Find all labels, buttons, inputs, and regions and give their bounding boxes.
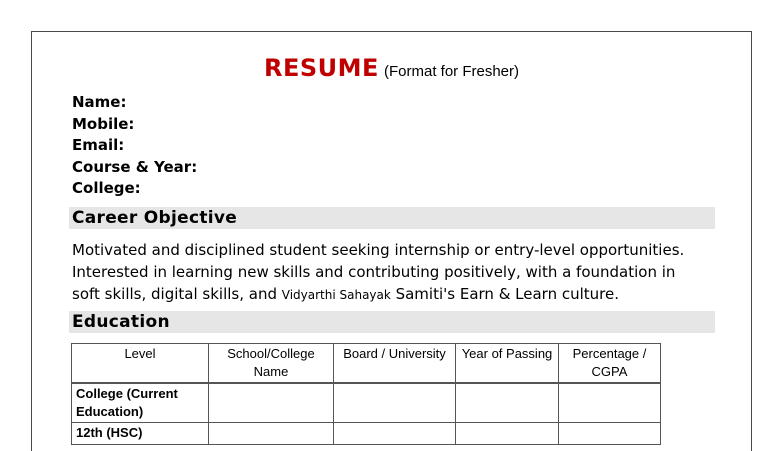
personal-fields [72,92,197,200]
education-header [69,311,715,333]
career-objective-header [69,207,715,229]
row-level-12th: 12th (HSC) [72,423,209,445]
table-header-row [72,344,661,384]
column-header-year: Year of Passing [456,344,559,384]
field-course-year: Course & Year: [72,157,198,176]
column-header-board: Board / University [334,344,456,384]
objective-line-3-start: soft skills, digital skills, and [72,285,282,303]
title-subtitle: (Format for Fresher) [384,63,520,80]
objective-line-1: Motivated and disciplined student seeking internship or entry-level opportunities. [72,241,685,259]
column-header-percentage: Percentage / CGPA [559,344,661,384]
cell-board [334,383,456,423]
cell-year [456,423,559,445]
resume-page [31,31,752,451]
resume-title [32,54,751,82]
column-header-school: School/College Name [209,344,334,384]
objective-line-3-end: Samiti's Earn & Learn culture. [390,285,619,303]
field-mobile: Mobile: [72,114,135,133]
cell-school [209,383,334,423]
field-college: College: [72,179,141,197]
field-name: Name: [72,93,127,111]
row-level-college: College (Current Education) [72,383,209,423]
objective-line-2: Interested in learning new skills and contributing positively, with a foundation in [72,263,676,281]
cell-board [334,423,456,445]
education-heading: Education [72,312,170,332]
cell-percentage [559,423,661,445]
table-row [72,383,661,423]
column-header-level: Level [72,344,209,384]
field-email: Email: [72,136,125,154]
cell-year [456,383,559,423]
table-row [72,423,661,445]
organization-name: Vidyarthi Sahayak [281,288,391,302]
education-table [71,343,661,445]
career-objective-text [72,239,732,306]
objective-line-3 [72,283,732,306]
cell-school [209,423,334,445]
title-main: RESUME [263,54,379,82]
career-objective-heading: Career Objective [72,208,238,228]
cell-percentage [559,383,661,423]
